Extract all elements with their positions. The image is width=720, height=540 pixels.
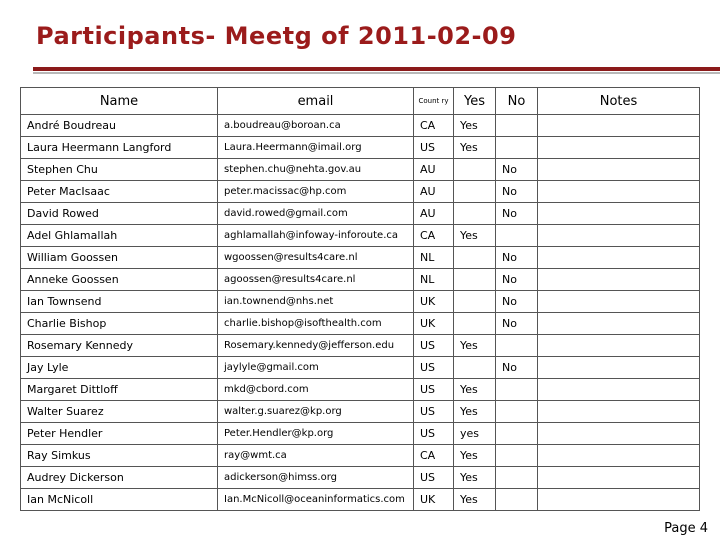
- table-row: [21, 181, 700, 203]
- cell-yes: yes: [454, 423, 496, 445]
- table-row: [21, 489, 700, 511]
- cell-name: Jay Lyle: [21, 357, 218, 379]
- table-header-row: [21, 88, 700, 115]
- cell-name: Ian Townsend: [21, 291, 218, 313]
- table-row: [21, 335, 700, 357]
- table-row: [21, 379, 700, 401]
- cell-no: No: [496, 357, 538, 379]
- table-row: [21, 401, 700, 423]
- cell-name: Margaret Dittloff: [21, 379, 218, 401]
- cell-email: agoossen@results4care.nl: [218, 269, 414, 291]
- header-no: No: [496, 88, 538, 115]
- cell-country: AU: [414, 181, 454, 203]
- cell-no: No: [496, 291, 538, 313]
- cell-notes: [538, 357, 700, 379]
- cell-yes: [454, 269, 496, 291]
- cell-notes: [538, 181, 700, 203]
- cell-yes: Yes: [454, 115, 496, 137]
- header-notes: Notes: [538, 88, 700, 115]
- cell-name: William Goossen: [21, 247, 218, 269]
- cell-yes: [454, 159, 496, 181]
- cell-name: David Rowed: [21, 203, 218, 225]
- cell-no: No: [496, 313, 538, 335]
- cell-email: jaylyle@gmail.com: [218, 357, 414, 379]
- table-row: [21, 247, 700, 269]
- cell-notes: [538, 489, 700, 511]
- header-country: Count ry: [414, 88, 454, 115]
- cell-email: peter.macissac@hp.com: [218, 181, 414, 203]
- cell-country: CA: [414, 445, 454, 467]
- cell-yes: Yes: [454, 489, 496, 511]
- cell-email: ian.townend@nhs.net: [218, 291, 414, 313]
- cell-no: [496, 401, 538, 423]
- cell-country: US: [414, 467, 454, 489]
- cell-name: Audrey Dickerson: [21, 467, 218, 489]
- cell-no: [496, 445, 538, 467]
- table-row: [21, 225, 700, 247]
- cell-yes: Yes: [454, 225, 496, 247]
- cell-name: Ray Simkus: [21, 445, 218, 467]
- cell-country: NL: [414, 247, 454, 269]
- cell-email: Peter.Hendler@kp.org: [218, 423, 414, 445]
- cell-name: Peter MacIsaac: [21, 181, 218, 203]
- cell-no: [496, 489, 538, 511]
- cell-country: CA: [414, 225, 454, 247]
- cell-country: US: [414, 401, 454, 423]
- cell-notes: [538, 291, 700, 313]
- cell-email: ray@wmt.ca: [218, 445, 414, 467]
- cell-no: [496, 115, 538, 137]
- cell-notes: [538, 269, 700, 291]
- table-row: [21, 357, 700, 379]
- cell-name: Peter Hendler: [21, 423, 218, 445]
- cell-no: No: [496, 247, 538, 269]
- cell-email: aghlamallah@infoway-inforoute.ca: [218, 225, 414, 247]
- cell-notes: [538, 401, 700, 423]
- cell-no: [496, 467, 538, 489]
- cell-email: walter.g.suarez@kp.org: [218, 401, 414, 423]
- cell-country: AU: [414, 159, 454, 181]
- cell-notes: [538, 423, 700, 445]
- cell-notes: [538, 335, 700, 357]
- cell-country: US: [414, 335, 454, 357]
- table-row: [21, 115, 700, 137]
- table-row: [21, 269, 700, 291]
- cell-yes: Yes: [454, 401, 496, 423]
- cell-email: Rosemary.kennedy@jefferson.edu: [218, 335, 414, 357]
- cell-country: AU: [414, 203, 454, 225]
- header-yes: Yes: [454, 88, 496, 115]
- cell-notes: [538, 225, 700, 247]
- cell-notes: [538, 467, 700, 489]
- cell-name: Stephen Chu: [21, 159, 218, 181]
- cell-yes: [454, 203, 496, 225]
- cell-no: [496, 423, 538, 445]
- cell-no: No: [496, 181, 538, 203]
- cell-email: stephen.chu@nehta.gov.au: [218, 159, 414, 181]
- cell-name: Laura Heermann Langford: [21, 137, 218, 159]
- cell-no: [496, 379, 538, 401]
- header-email: email: [218, 88, 414, 115]
- title-rule-shadow: [33, 72, 720, 74]
- cell-yes: [454, 313, 496, 335]
- cell-yes: Yes: [454, 379, 496, 401]
- page-number: Page 4: [664, 521, 708, 536]
- cell-yes: [454, 357, 496, 379]
- table-row: [21, 423, 700, 445]
- participants-table: [20, 87, 700, 511]
- cell-country: US: [414, 137, 454, 159]
- table-row: [21, 203, 700, 225]
- cell-email: charlie.bishop@isofthealth.com: [218, 313, 414, 335]
- title-rule: [33, 67, 720, 71]
- cell-yes: Yes: [454, 445, 496, 467]
- cell-no: [496, 137, 538, 159]
- cell-name: Rosemary Kennedy: [21, 335, 218, 357]
- page-title: Participants- Meetg of 2011-02-09: [36, 22, 517, 50]
- cell-notes: [538, 445, 700, 467]
- cell-name: Anneke Goossen: [21, 269, 218, 291]
- cell-yes: [454, 181, 496, 203]
- cell-yes: Yes: [454, 335, 496, 357]
- cell-name: Ian McNicoll: [21, 489, 218, 511]
- header-name: Name: [21, 88, 218, 115]
- cell-no: No: [496, 159, 538, 181]
- cell-email: mkd@cbord.com: [218, 379, 414, 401]
- cell-email: david.rowed@gmail.com: [218, 203, 414, 225]
- cell-notes: [538, 247, 700, 269]
- cell-country: US: [414, 379, 454, 401]
- cell-email: a.boudreau@boroan.ca: [218, 115, 414, 137]
- cell-notes: [538, 115, 700, 137]
- cell-country: US: [414, 357, 454, 379]
- table-row: [21, 159, 700, 181]
- cell-notes: [538, 137, 700, 159]
- cell-name: Walter Suarez: [21, 401, 218, 423]
- cell-country: NL: [414, 269, 454, 291]
- cell-name: Charlie Bishop: [21, 313, 218, 335]
- cell-email: Laura.Heermann@imail.org: [218, 137, 414, 159]
- cell-no: [496, 225, 538, 247]
- cell-no: [496, 335, 538, 357]
- cell-country: CA: [414, 115, 454, 137]
- cell-country: UK: [414, 313, 454, 335]
- table-row: [21, 291, 700, 313]
- cell-country: UK: [414, 489, 454, 511]
- cell-notes: [538, 159, 700, 181]
- cell-notes: [538, 313, 700, 335]
- table-row: [21, 445, 700, 467]
- cell-no: No: [496, 269, 538, 291]
- cell-yes: [454, 291, 496, 313]
- cell-notes: [538, 203, 700, 225]
- cell-yes: [454, 247, 496, 269]
- cell-name: Adel Ghlamallah: [21, 225, 218, 247]
- cell-notes: [538, 379, 700, 401]
- cell-no: No: [496, 203, 538, 225]
- table-row: [21, 467, 700, 489]
- cell-country: UK: [414, 291, 454, 313]
- cell-email: Ian.McNicoll@oceaninformatics.com: [218, 489, 414, 511]
- cell-email: adickerson@himss.org: [218, 467, 414, 489]
- cell-name: André Boudreau: [21, 115, 218, 137]
- table-row: [21, 313, 700, 335]
- cell-country: US: [414, 423, 454, 445]
- table-row: [21, 137, 700, 159]
- cell-email: wgoossen@results4care.nl: [218, 247, 414, 269]
- cell-yes: Yes: [454, 137, 496, 159]
- cell-yes: Yes: [454, 467, 496, 489]
